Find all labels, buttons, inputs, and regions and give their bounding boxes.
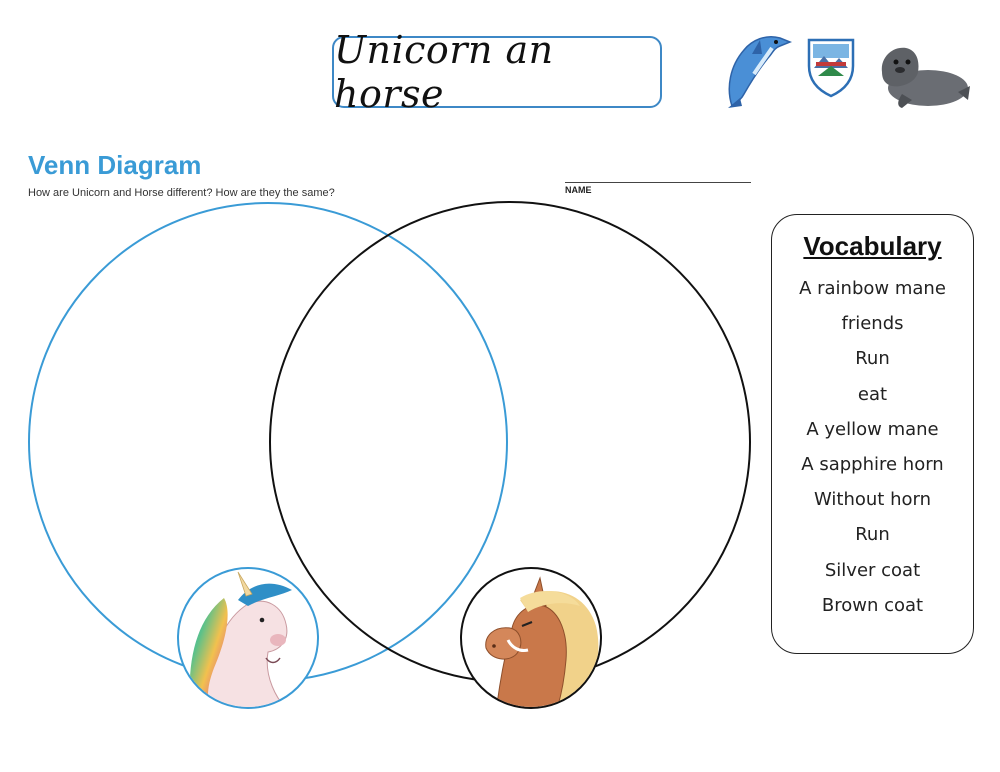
vocab-item[interactable]: A sapphire horn [801,453,944,475]
vocab-item[interactable]: A yellow mane [806,418,939,440]
vocab-item[interactable]: Brown coat [821,594,924,616]
vocab-item[interactable]: A rainbow mane [799,278,946,299]
vocab-item[interactable]: Without horn [814,489,931,511]
vocab-item[interactable]: Silver coat [824,559,921,581]
page-title: Unicorn an horse [334,28,554,116]
name-label: NAME [565,185,592,195]
vocab-item[interactable]: Run [855,348,890,370]
vocab-item[interactable]: eat [857,383,888,405]
vocabulary-panel [771,214,974,654]
venn-heading: Venn Diagram [28,150,202,180]
vocab-item[interactable]: Run [855,524,890,546]
horse-icon [461,568,601,712]
vocabulary-title: Vocabulary [803,231,942,261]
vocab-item[interactable]: friends [841,313,904,335]
unicorn-icon [178,568,318,712]
venn-question: How are Unicorn and Horse different? How are they the same? [28,187,335,199]
vocabulary-list [772,277,973,629]
